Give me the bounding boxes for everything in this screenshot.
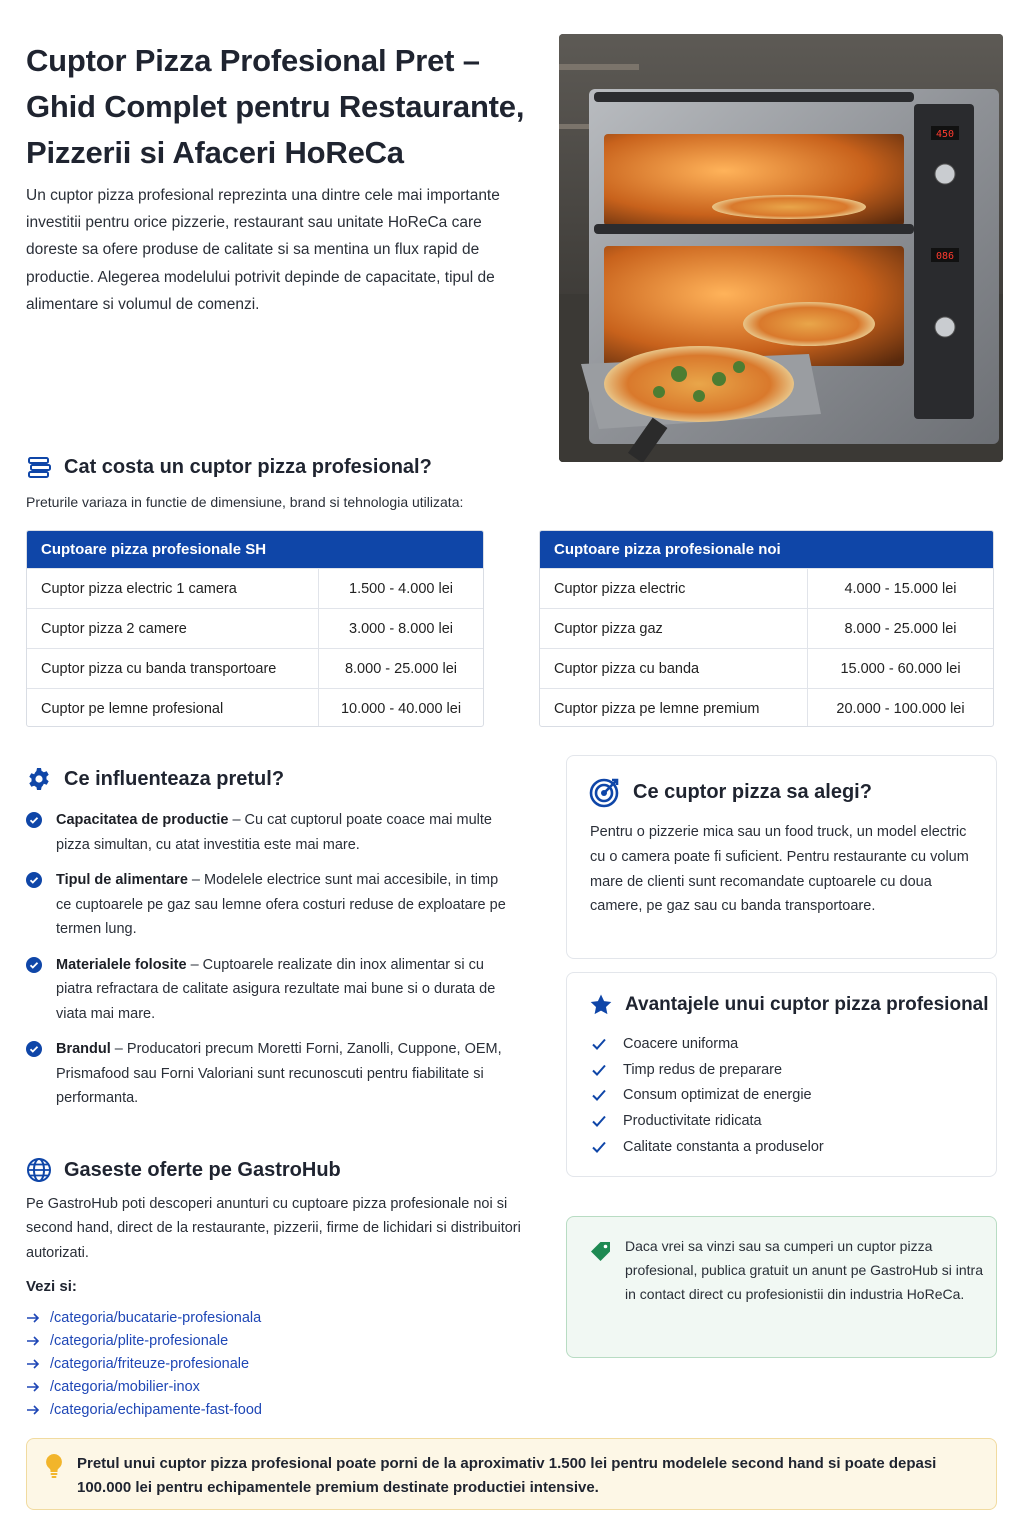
related-link[interactable] <box>26 1306 262 1329</box>
factor-label: Tipul de alimentare <box>56 872 188 888</box>
check-circle-icon <box>26 812 42 828</box>
advantage-label: Productivitate ridicata <box>623 1113 762 1130</box>
see-also-label: Vezi si: <box>26 1278 77 1295</box>
list-item <box>591 1031 824 1057</box>
advantage-label: Coacere uniforma <box>623 1035 739 1052</box>
advantages-heading-text: Avantajele unui cuptor pizza profesional <box>625 994 989 1015</box>
table-row <box>540 608 993 648</box>
check-circle-icon <box>26 1041 42 1057</box>
svg-text:086: 086 <box>935 251 955 262</box>
price-range: 20.000 - 100.000 lei <box>836 700 965 717</box>
arrow-right-icon <box>26 1334 40 1348</box>
offers-section-heading <box>26 1157 341 1183</box>
list-item <box>26 868 516 942</box>
factors-section-heading <box>26 766 284 792</box>
list-item <box>26 808 516 857</box>
choose-heading <box>589 776 872 808</box>
table-row <box>540 568 993 608</box>
product-name: Cuptor pizza gaz <box>540 609 808 648</box>
price-range: 8.000 - 25.000 lei <box>844 620 957 637</box>
table-title: Cuptoare pizza profesionale noi <box>540 531 993 568</box>
table-row <box>27 568 483 608</box>
table-row <box>27 648 483 688</box>
check-icon <box>591 1113 607 1129</box>
link-text[interactable]: /categoria/plite-profesionale <box>50 1332 229 1349</box>
star-icon <box>589 993 613 1017</box>
cost-subtitle: Preturile variaza in functie de dimensiune, brand si tehnologia utilizata: <box>26 494 464 510</box>
check-icon <box>591 1139 607 1155</box>
advantage-label: Consum optimizat de energie <box>623 1087 812 1104</box>
table-row <box>540 688 993 727</box>
table-row <box>27 688 483 727</box>
price-table-sh <box>26 530 484 727</box>
choose-heading-text: Ce cuptor pizza sa alegi? <box>633 780 872 803</box>
lightbulb-icon <box>43 1453 65 1479</box>
link-text[interactable]: /categoria/bucatarie-profesionala <box>50 1309 262 1326</box>
advantages-card <box>566 972 997 1177</box>
table-row <box>27 608 483 648</box>
choose-text: Pentru o pizzerie mica sau un food truck, un model electric cu o camera poate fi suficient. Pentru restaurante cu volum mare de clienti sunt recomandate cuptoarele cu doua camere, pe gaz sau cu banda transportoare. <box>590 824 969 915</box>
factors-list <box>26 808 516 1122</box>
check-circle-icon <box>26 957 42 973</box>
cost-heading-text: Cat costa un cuptor pizza profesional? <box>64 455 432 478</box>
tag-icon <box>589 1239 613 1263</box>
advantages-list <box>591 1031 824 1160</box>
factor-label: Materialele folosite <box>56 956 187 973</box>
sell-buy-card <box>566 1216 997 1358</box>
price-summary-note <box>26 1438 997 1510</box>
offers-text: Pe GastroHub poti descoperi anunturi cu cuptoare pizza profesionale noi si second hand, direct de la restaurante, pizzerii, firme de lichidari si distribuitori autorizati. <box>26 1196 521 1261</box>
link-text[interactable]: /categoria/mobilier-inox <box>50 1379 200 1396</box>
price-list-icon <box>26 454 52 480</box>
cost-section-heading <box>26 454 432 480</box>
related-link[interactable] <box>26 1329 262 1352</box>
list-item <box>591 1108 824 1134</box>
check-circle-icon <box>26 872 42 888</box>
arrow-right-icon <box>26 1311 40 1325</box>
factor-text: – Cuptoarele realizate din inox alimentar si cu piatra refractara de calitate asigura rezultate mai bune si o durata de viata mai mare. <box>56 956 496 1022</box>
product-name: Cuptor pe lemne profesional <box>27 689 319 727</box>
list-item <box>591 1083 824 1109</box>
check-icon <box>591 1036 607 1052</box>
link-text[interactable]: /categoria/friteuze-profesionale <box>50 1355 250 1372</box>
svg-text:450: 450 <box>935 129 955 140</box>
product-name: Cuptor pizza cu banda <box>540 649 808 688</box>
price-range: 15.000 - 60.000 lei <box>840 660 961 677</box>
factor-text: – Modelele electrice sunt mai accesibile, in timp ce cuptoarele pe gaz sau lemne ofera costuri reduse de exploatare pe termen lung. <box>56 872 506 937</box>
price-table-new <box>539 530 994 727</box>
check-icon <box>591 1062 607 1078</box>
factor-text: – Cu cat cuptorul poate coace mai multe pizza simultan, cu atat investitia este mai mare. <box>56 812 492 853</box>
sell-buy-text: Daca vrei sa vinzi sau sa cumperi un cuptor pizza profesional, publica gratuit un anunt pe GastroHub si intra in contact direct cu profesionistii din industria HoReCa. <box>625 1238 983 1302</box>
product-name: Cuptor pizza electric 1 camera <box>27 569 319 608</box>
factor-text: – Producatori precum Moretti Forni, Zanolli, Cuppone, OEM, Prismafood sau Forni Valoriani sunt recunoscuti pentru fiabilitate si performanta. <box>56 1041 502 1106</box>
offers-heading-text: Gaseste oferte pe GastroHub <box>64 1158 341 1181</box>
intro-paragraph: Un cuptor pizza profesional reprezinta una dintre cele mai importante investitii pentru orice pizzerie, restaurant sau unitate HoReCa care doreste sa ofere produse de calitate si sa mentina un flux rapid de productie. Alegerea modelului potrivit depinde de capacitate, tipul de alimentare si volumul de comenzi. <box>26 187 500 313</box>
advantages-heading <box>589 993 989 1017</box>
page-title: Cuptor Pizza Profesional Pret – Ghid Complet pentru Restaurante, Pizzerii si Afaceri HoReCa <box>26 43 525 170</box>
note-text: Pretul unui cuptor pizza profesional poate porni de la aproximativ 1.500 lei pentru modelele second hand si poate depasi 100.000 lei pentru echipamentele premium destinate productiei intensive. <box>77 1455 937 1496</box>
link-text[interactable]: /categoria/echipamente-fast-food <box>50 1402 262 1419</box>
related-link[interactable] <box>26 1352 262 1375</box>
related-links <box>26 1306 262 1422</box>
related-link[interactable] <box>26 1399 262 1422</box>
choose-card <box>566 755 997 959</box>
arrow-right-icon <box>26 1357 40 1371</box>
factor-label: Brandul <box>56 1041 111 1057</box>
price-range: 4.000 - 15.000 lei <box>844 580 957 597</box>
advantage-label: Calitate constanta a produselor <box>623 1139 824 1156</box>
product-name: Cuptor pizza pe lemne premium <box>540 689 808 727</box>
factor-label: Capacitatea de productie <box>56 812 229 828</box>
product-name: Cuptor pizza 2 camere <box>27 609 319 648</box>
list-item <box>591 1057 824 1083</box>
target-icon <box>589 776 621 808</box>
price-range: 10.000 - 40.000 lei <box>340 700 462 717</box>
related-link[interactable] <box>26 1376 262 1399</box>
globe-icon <box>26 1157 52 1183</box>
check-icon <box>591 1087 607 1103</box>
product-name: Cuptor pizza cu banda transportoare <box>27 649 319 688</box>
price-range: 3.000 - 8.000 lei <box>349 620 453 637</box>
price-range: 1.500 - 4.000 lei <box>349 580 453 597</box>
arrow-right-icon <box>26 1403 40 1417</box>
list-item <box>26 953 516 1027</box>
pizza-oven-photo <box>559 34 1003 462</box>
table-title: Cuptoare pizza profesionale SH <box>27 531 483 568</box>
arrow-right-icon <box>26 1380 40 1394</box>
gear-icon <box>26 766 52 792</box>
list-item <box>591 1134 824 1160</box>
table-row <box>540 648 993 688</box>
advantage-label: Timp redus de preparare <box>623 1061 783 1078</box>
product-name: Cuptor pizza electric <box>540 569 808 608</box>
list-item <box>26 1037 516 1111</box>
price-range: 8.000 - 25.000 lei <box>344 660 458 677</box>
factors-heading-text: Ce influenteaza pretul? <box>64 767 285 790</box>
